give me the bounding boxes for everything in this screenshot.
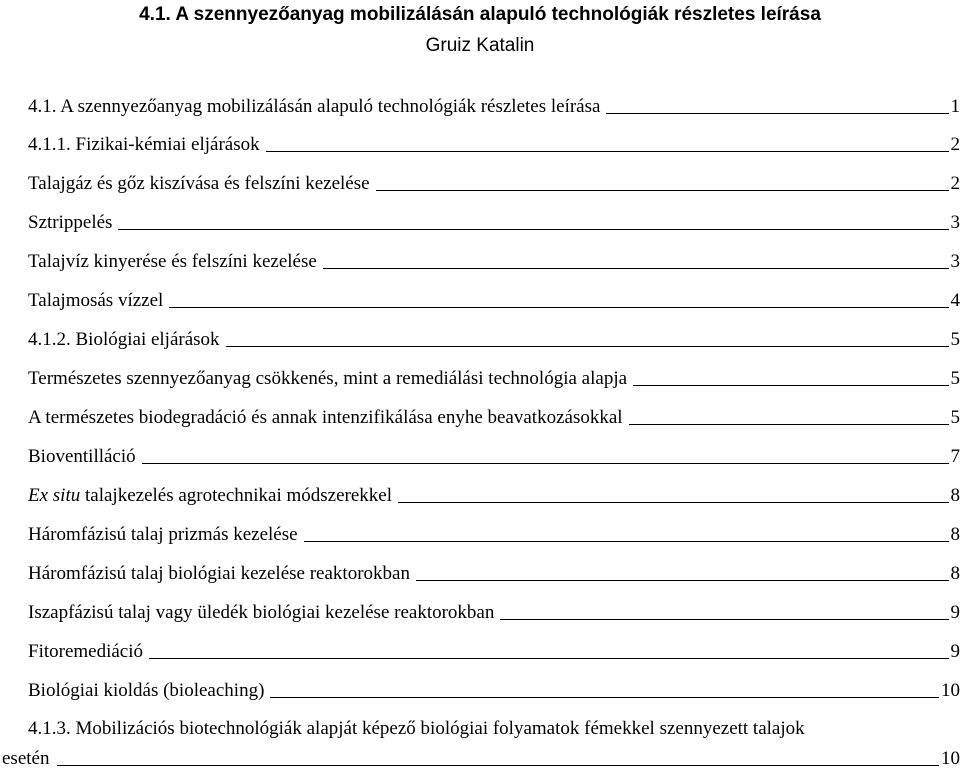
dot-leader <box>169 307 948 308</box>
toc-page-number: 2 <box>950 134 960 155</box>
toc-entry[interactable] <box>28 520 960 546</box>
toc-entry-label: Iszapfázisú talaj vagy üledék biológiai kezelése reaktorokban <box>28 602 495 623</box>
toc-entry-wrapped-line[interactable]: 4.1.3. Mobilizációs biotechnológiák alapját képező biológiai folyamatok fémekkel szennyezett talajok <box>28 718 805 739</box>
toc-entry-label: esetén <box>2 748 50 769</box>
toc-page-number: 5 <box>950 407 960 428</box>
toc-entry-label: A természetes biodegradáció és annak intenzifikálása enyhe beavatkozásokkal <box>28 407 623 428</box>
toc-page-number: 8 <box>950 485 960 506</box>
toc-page-number: 1 <box>950 96 960 117</box>
toc-page-number: 3 <box>950 251 960 272</box>
toc-entry[interactable] <box>28 325 960 351</box>
toc-entry[interactable] <box>28 286 960 312</box>
dot-leader <box>226 346 949 347</box>
dot-leader <box>416 580 949 581</box>
toc-entry[interactable] <box>28 559 960 585</box>
toc-entry[interactable] <box>28 364 960 390</box>
dot-leader <box>304 541 949 542</box>
toc-entry-label: 4.1.1. Fizikai-kémiai eljárások <box>28 134 260 155</box>
toc-entry-label: Természetes szennyezőanyag csökkenés, mint a remediálási technológia alapja <box>28 368 628 389</box>
toc-entry[interactable] <box>28 130 960 156</box>
toc-entry-label: Sztrippelés <box>28 212 113 233</box>
toc-entry-label: Háromfázisú talaj biológiai kezelése reaktorokban <box>28 563 410 584</box>
dot-leader <box>633 385 948 386</box>
toc-page-number: 9 <box>950 602 960 623</box>
toc-entry-label: Talajgáz és gőz kiszívása és felszíni kezelése <box>28 173 370 194</box>
toc-entry[interactable] <box>28 598 960 624</box>
toc-entry-label: Háromfázisú talaj prizmás kezelése <box>28 524 298 545</box>
toc-page-number: 3 <box>950 212 960 233</box>
toc-entry[interactable] <box>28 637 960 663</box>
dot-leader <box>270 697 939 698</box>
dot-leader <box>323 268 949 269</box>
dot-leader <box>118 229 948 230</box>
toc-page-number: 10 <box>941 748 960 769</box>
dot-leader <box>606 113 948 114</box>
dot-leader <box>398 502 948 503</box>
toc-page-number: 8 <box>950 563 960 584</box>
dot-leader <box>376 190 949 191</box>
dot-leader <box>149 658 948 659</box>
document-title: 4.1. A szennyezőanyag mobilizálásán alapuló technológiák részletes leírása <box>139 4 821 25</box>
toc-entry-wrapped-continuation[interactable] <box>2 744 960 770</box>
toc-page-number: 9 <box>950 641 960 662</box>
toc-entry[interactable] <box>28 403 960 429</box>
toc-entry-label-rest: talajkezelés agrotechnikai módszerekkel <box>80 485 393 506</box>
toc-page-number: 2 <box>950 173 960 194</box>
toc-entry[interactable] <box>28 676 960 702</box>
dot-leader <box>57 765 939 766</box>
toc-entry-label: Bioventilláció <box>28 446 136 467</box>
toc-entry[interactable] <box>28 247 960 273</box>
toc-entry-label: Talajmosás vízzel <box>28 290 164 311</box>
toc-entry-label: Biológiai kioldás (bioleaching) <box>28 680 265 701</box>
dot-leader <box>142 463 949 464</box>
toc-page-number: 5 <box>950 329 960 350</box>
toc-page-number: 5 <box>950 368 960 389</box>
author-name: Gruiz Katalin <box>425 35 535 56</box>
dot-leader <box>266 151 949 152</box>
toc-page-number: 10 <box>941 680 960 701</box>
toc-entry[interactable] <box>28 208 960 234</box>
toc-entry[interactable] <box>28 169 960 195</box>
toc-entry-italic-label: Ex situ <box>28 485 81 506</box>
dot-leader <box>500 619 948 620</box>
toc-page-number: 4 <box>950 290 960 311</box>
toc-entry-label: Talajvíz kinyerése és felszíni kezelése <box>28 251 317 272</box>
toc-page-number: 8 <box>950 524 960 545</box>
toc-entry-label: 4.1.2. Biológiai eljárások <box>28 329 220 350</box>
toc-entry[interactable] <box>28 92 960 118</box>
dot-leader <box>629 424 949 425</box>
toc-page-number: 7 <box>950 446 960 467</box>
toc-entry[interactable] <box>28 481 960 507</box>
toc-entry-label: Fitoremediáció <box>28 641 144 662</box>
toc-entry-label: 4.1. A szennyezőanyag mobilizálásán alapuló technológiák részletes leírása <box>28 96 601 117</box>
toc-entry[interactable] <box>28 442 960 468</box>
toc-entry-label <box>28 485 392 507</box>
